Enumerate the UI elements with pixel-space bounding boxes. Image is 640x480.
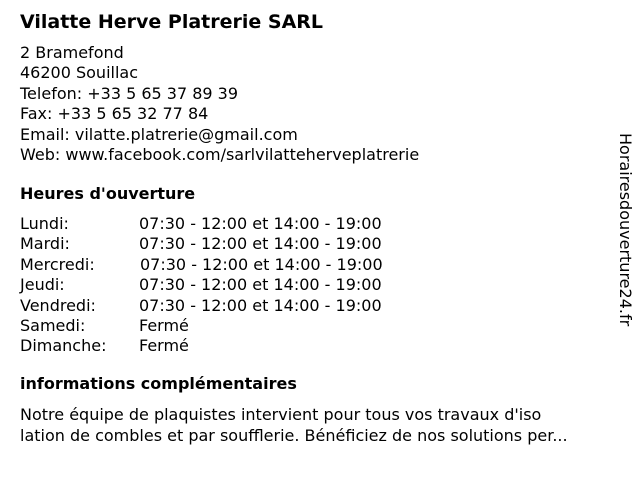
fax-line: Fax: +33 5 65 32 77 84	[20, 104, 209, 124]
site-watermark: Horairesdouverture24.fr	[616, 133, 635, 327]
day-hours: 07:30 - 12:00 et 14:00 - 19:00	[140, 254, 383, 274]
additional-info-text	[20, 404, 620, 446]
day-hours: 07:30 - 12:00 et 14:00 - 19:00	[139, 295, 382, 315]
day-hours: 07:30 - 12:00 et 14:00 - 19:00	[139, 234, 382, 254]
city-postal: 46200 Souillac	[20, 63, 139, 83]
description-line: lation de combles et par soufflerie. Bénéficiez de nos solutions per...	[20, 426, 568, 445]
additional-info-heading: informations complémentaires	[20, 374, 297, 393]
business-name: Vilatte Herve Platrerie SARL	[20, 11, 324, 33]
day-label: Dimanche:	[20, 336, 107, 356]
email-line: Email: vilatte.platrerie@gmail.com	[20, 124, 298, 144]
day-hours: 07:30 - 12:00 et 14:00 - 19:00	[139, 275, 382, 295]
day-hours: Fermé	[139, 336, 189, 356]
opening-hours-heading: Heures d'ouverture	[20, 184, 196, 203]
phone-line: Telefon: +33 5 65 37 89 39	[20, 83, 239, 103]
day-label: Mardi:	[20, 234, 70, 254]
day-label: Jeudi:	[20, 275, 65, 295]
description-line: Notre équipe de plaquistes intervient pour tous vos travaux d'iso	[20, 405, 542, 424]
contact-block	[20, 43, 419, 165]
day-label: Vendredi:	[20, 295, 96, 315]
day-label: Lundi:	[20, 214, 69, 233]
day-label: Samedi:	[20, 315, 86, 335]
day-hours: Fermé	[139, 315, 189, 335]
street-address: 2 Bramefond	[20, 43, 124, 62]
web-line: Web: www.facebook.com/sarlvilatteherveplatrerie	[20, 144, 420, 164]
day-label: Mercredi:	[20, 254, 95, 274]
day-hours: 07:30 - 12:00 et 14:00 - 19:00	[139, 214, 382, 233]
